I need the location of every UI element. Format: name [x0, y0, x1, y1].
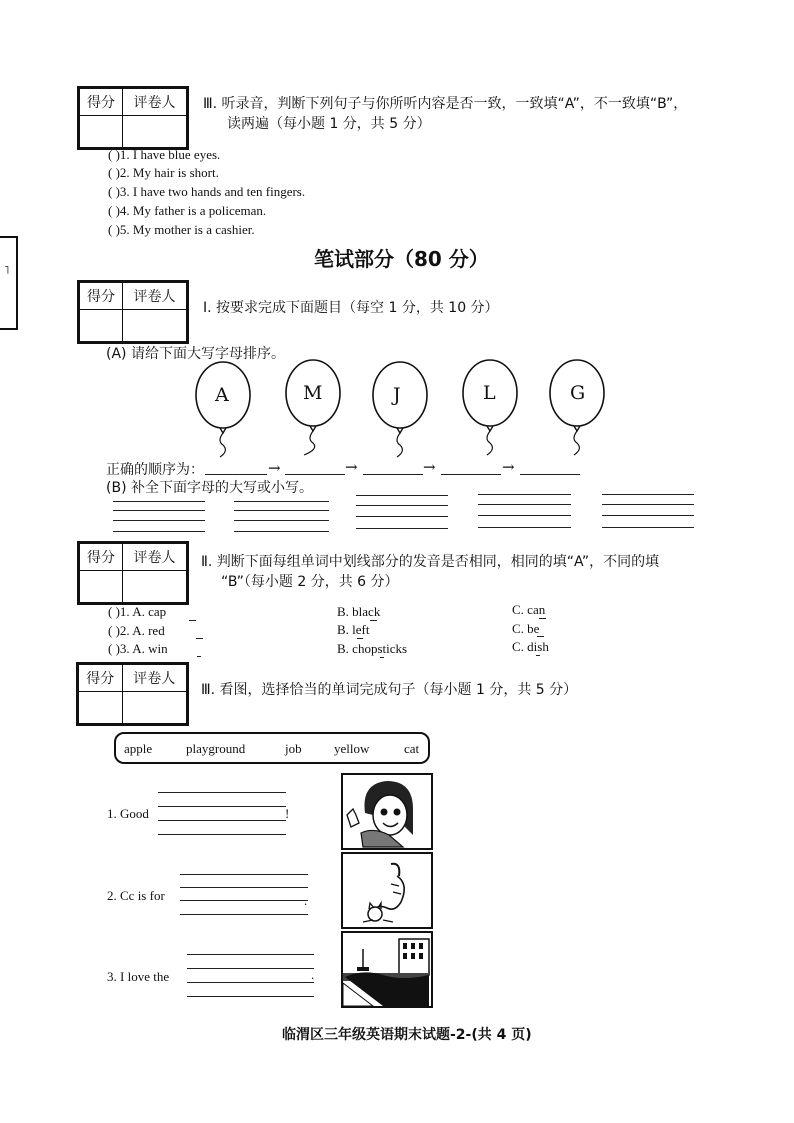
arrow: →: [345, 458, 358, 476]
option-b: B. black: [337, 604, 381, 619]
arrow: →: [268, 459, 281, 477]
underline-mark: [380, 657, 384, 658]
picture-playground: [341, 931, 433, 1008]
picture-girl: [341, 773, 433, 850]
word-option: yellow: [334, 741, 370, 756]
arrow: →: [423, 458, 436, 476]
listening-item: ( )3. I have two hands and ten fingers.: [108, 184, 306, 199]
underline-mark: [357, 638, 363, 639]
balloons-figure: [190, 358, 620, 458]
score-box-section1: [77, 280, 189, 344]
grader-label: 评卷人: [123, 89, 187, 116]
grader-cell[interactable]: [123, 571, 187, 603]
underline-mark: [189, 620, 196, 621]
option-a: A. win: [132, 641, 168, 656]
option-c: C. be: [512, 621, 540, 636]
listening-item: ( )1. I have blue eyes.: [108, 147, 221, 162]
score-cell[interactable]: [80, 310, 123, 342]
underline-mark: [537, 636, 544, 637]
balloon: [196, 362, 250, 457]
order-label: 正确的顺序为：: [106, 462, 204, 478]
listening-item: ( )4. My father is a policeman.: [108, 203, 267, 218]
score-box-section3: [76, 662, 189, 726]
score-label: 得分: [80, 283, 123, 310]
word-bank: [114, 732, 430, 764]
option-a: A. red: [132, 623, 165, 638]
phonics-row: ( )2. A. red: [108, 623, 165, 638]
underline-mark: [370, 620, 377, 621]
page-footer: 临渭区三年级英语期末试题-2-(共 4 页): [282, 1027, 532, 1043]
listening-title: Ⅲ. 听录音，判断下列句子与你所听内容是否一致，一致填“A”，不一致填“B”，: [203, 96, 688, 112]
section1-title: Ⅰ. 按要求完成下面题目（每空 1 分，共 10 分）: [203, 300, 499, 316]
listening-item: ( )2. My hair is short.: [108, 165, 219, 180]
score-cell[interactable]: [80, 116, 123, 148]
binding-mark: [0, 236, 18, 330]
score-cell[interactable]: [80, 571, 123, 603]
partB-instruction: (B) 补全下面字母的大写或小写。: [106, 480, 313, 496]
option-c: C. dish: [512, 639, 549, 654]
balloon: [373, 362, 427, 457]
option-c: C. can: [512, 602, 546, 617]
sentence-end: !: [285, 806, 290, 821]
answer-bracket[interactable]: ( ): [108, 623, 120, 638]
phonics-row: ( )1. A. cap: [108, 604, 167, 619]
sentence-prefix: 1. Good: [107, 806, 149, 821]
underline-mark: [196, 638, 203, 639]
grader-cell[interactable]: [123, 310, 187, 342]
answer-bracket[interactable]: ( ): [108, 147, 120, 162]
underline-mark: [197, 656, 201, 657]
score-label: 得分: [80, 89, 123, 116]
word-option: playground: [186, 741, 246, 756]
section2-subtitle: “B”（每小题 2 分，共 6 分）: [221, 574, 399, 590]
grader-cell[interactable]: [123, 116, 187, 148]
score-label: 得分: [80, 544, 123, 571]
answer-bracket[interactable]: ( ): [108, 641, 120, 656]
underline-mark: [539, 618, 546, 619]
score-box-section2: [77, 541, 189, 605]
binding-tick: ˥: [4, 264, 10, 277]
answer-bracket[interactable]: ( ): [108, 165, 120, 180]
balloon: [286, 360, 340, 455]
phonics-row: ( )3. A. win: [108, 641, 168, 656]
option-b: B. left: [337, 622, 370, 637]
sentence-end: .: [311, 967, 315, 982]
grader-label: 评卷人: [123, 544, 187, 571]
balloon-letter: M: [303, 382, 323, 404]
balloon-letter: L: [483, 382, 496, 404]
answer-bracket[interactable]: ( ): [108, 222, 120, 237]
grader-label: 评卷人: [122, 665, 187, 692]
partA-instruction: (A) 请给下面大写字母排序。: [106, 346, 285, 362]
score-cell[interactable]: [79, 692, 123, 724]
balloon-letter: G: [570, 382, 586, 404]
word-option: cat: [404, 741, 420, 756]
balloon: [550, 360, 604, 455]
word-option: apple: [124, 741, 153, 756]
arrow: →: [502, 458, 515, 476]
order-blank[interactable]: [363, 474, 423, 475]
option-a: A. cap: [132, 604, 167, 619]
balloon-letter: J: [393, 384, 401, 406]
underline-mark: [536, 655, 540, 656]
order-blank[interactable]: [520, 474, 580, 475]
grader-label: 评卷人: [123, 283, 187, 310]
section2-title: Ⅱ. 判断下面每组单词中划线部分的发音是否相同，相同的填“A”，不同的填: [201, 554, 660, 570]
answer-bracket[interactable]: ( ): [108, 604, 120, 619]
balloon-letter: A: [215, 384, 229, 406]
balloon: [463, 360, 517, 455]
order-blank[interactable]: [441, 474, 501, 475]
order-blank[interactable]: [205, 474, 267, 475]
order-blank[interactable]: [285, 474, 345, 475]
option-b: B. chopsticks: [337, 641, 408, 656]
answer-bracket[interactable]: ( ): [108, 203, 120, 218]
word-option: job: [285, 741, 302, 756]
picture-cat: [341, 852, 433, 929]
sentence-prefix: 2. Cc is for: [107, 888, 165, 903]
section3-title: Ⅲ. 看图，选择恰当的单词完成句子（每小题 1 分，共 5 分）: [201, 682, 578, 698]
written-part-heading: 笔试部分（80 分）: [314, 247, 489, 271]
answer-bracket[interactable]: ( ): [108, 184, 120, 199]
grader-cell[interactable]: [122, 692, 187, 724]
sentence-end: .: [304, 893, 308, 908]
sentence-prefix: 3. I love the: [107, 969, 170, 984]
score-label: 得分: [79, 665, 123, 692]
score-box-listening: [77, 86, 189, 150]
listening-item: ( )5. My mother is a cashier.: [108, 222, 255, 237]
listening-subtitle: 读两遍（每小题 1 分，共 5 分）: [227, 116, 431, 132]
